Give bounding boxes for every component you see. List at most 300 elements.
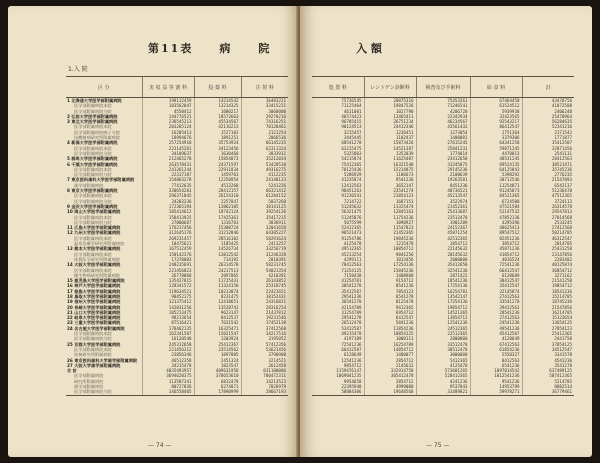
cell-value: 89547512 (470, 230, 522, 235)
cell-value: 31254789 (341, 309, 362, 315)
cell-value: 37854125 (522, 342, 574, 347)
cell-value: 221456823 (142, 268, 194, 273)
cell-value: 1687151 (364, 199, 416, 204)
cell-value: 25841231 (416, 146, 470, 151)
row-label: 23 三重大学医学部附属病院 (67, 320, 121, 326)
cell-value: 12845163 (364, 209, 416, 214)
cell-value: 1000217 (194, 109, 241, 114)
cell-value: 33541278 (470, 299, 522, 304)
cell-value: 43561432 (416, 124, 470, 129)
cell-value: 4112235 (241, 172, 288, 177)
cell-value: 2145632 (364, 363, 416, 368)
cell-value: 8125478 (364, 299, 416, 304)
cell-value: 49541236 (470, 326, 522, 331)
cell-value: 49512365 (341, 246, 362, 252)
cell-value: 53621456 (241, 347, 288, 352)
cell-value: 13862105 (194, 204, 241, 209)
cell-value: 2776235 (522, 172, 574, 177)
row-label: 医学部附属病院本院 (74, 251, 112, 257)
cell-value: 9541236 (470, 379, 522, 384)
cell-value: 32041658 (241, 225, 288, 230)
row-label: 17 徳島大学医学部附属病院 (67, 288, 121, 294)
cell-value: 23412658 (416, 156, 470, 161)
cell-value: 69524135 (470, 162, 522, 167)
cell-value: 18742124 (194, 209, 241, 214)
cell-value: 61854236 (470, 347, 522, 352)
cell-value: 87516421 (142, 320, 194, 325)
cell-value: 35753924 (194, 140, 241, 145)
cell-value: 2451324 (194, 358, 241, 363)
cell-value: 25431258 (522, 246, 574, 251)
cell-value: 17890999 (194, 389, 241, 395)
cell-value: 98452175 (142, 294, 194, 299)
row-label: 3 東北大学医学部附属病院 (67, 119, 118, 125)
cell-value: 17254136 (416, 299, 470, 304)
cell-value: 5841236 (364, 320, 416, 325)
cell-value: 248235691 (142, 262, 194, 267)
cell-value: 21547893 (522, 177, 574, 182)
cell-value: 5325803 (343, 150, 362, 156)
cell-value: 573681265 (416, 368, 470, 373)
cell-value: 46574423 (341, 113, 362, 119)
open-book (8, 6, 592, 457)
cell-value: 33256719 (241, 246, 288, 251)
cell-value: 75412365 (341, 161, 362, 167)
cell-value: 14214542 (194, 98, 241, 104)
row-label: 結核研究所附属病院 (74, 352, 112, 358)
cell-value: 2121254 (241, 130, 288, 135)
cell-value: 119634521 (142, 289, 194, 294)
cell-value: 16254789 (364, 342, 416, 347)
cell-value: 9541236 (364, 177, 416, 182)
cell-value: 121375412 (142, 299, 194, 304)
cell-value: 5412365 (416, 358, 470, 363)
cell-value: 13854712 (416, 315, 470, 320)
cell-value: 34215478 (142, 363, 194, 368)
cell-value: 16325471 (194, 326, 241, 331)
cell-value: 221456312 (142, 347, 194, 352)
cell-value: 26143852 (241, 278, 288, 283)
row-label: 研究所附属病院 (74, 378, 104, 384)
cell-value: 1897805 (194, 352, 241, 357)
row-label: 温泉治療学研究所附属病院 (74, 241, 125, 247)
cell-value: 18572663 (194, 114, 241, 119)
cell-value: 2010391 (241, 257, 288, 262)
cell-value: 4210391 (241, 273, 288, 278)
cell-value: 3833911 (241, 151, 288, 156)
left-table-body (66, 98, 288, 396)
cell-value: 64125843 (470, 167, 522, 172)
cell-value: 4541236 (522, 358, 574, 363)
cell-value: 71125464 (341, 103, 362, 109)
row-label: 20 長崎大学医学部附属病院 (67, 304, 121, 310)
column-header: レントゲン診断料 (364, 77, 416, 98)
cell-value: 11254871 (470, 183, 522, 188)
cell-value: 3724113 (522, 199, 574, 204)
cell-value: 21854123 (364, 193, 416, 198)
cell-value: 38521471 (522, 162, 574, 167)
cell-value: 67464450 (470, 98, 522, 104)
cell-value: 17452138 (241, 320, 288, 325)
cell-value: 13214325 (194, 103, 241, 108)
cell-value: 1106673 (364, 172, 416, 177)
cell-value: 26512478 (341, 320, 362, 326)
row-label: 合 計 (67, 368, 77, 374)
row-label: 医学部附属病院分院 (74, 150, 112, 156)
cell-value: 1771877 (522, 135, 574, 140)
row-label: 医学部附属病院本院 (74, 235, 112, 241)
cell-value: 45213254 (341, 251, 362, 257)
cell-value: 13542147 (416, 294, 470, 299)
left-page (8, 6, 298, 457)
cell-value: 3068000 (241, 109, 288, 114)
cell-value: 32423565 (470, 114, 522, 119)
cell-value: 23541274 (364, 188, 416, 193)
cell-value: 2014785 (522, 241, 574, 246)
cell-value: 142831256 (142, 305, 194, 310)
cell-value: 66412547 (470, 268, 522, 273)
cell-value: 2171542 (522, 130, 574, 135)
row-label: 医学部附属病院分院 (74, 198, 112, 204)
cell-value: 128341572 (142, 283, 194, 288)
cell-value: 35212034 (241, 156, 288, 161)
cell-value: 11325474 (364, 204, 416, 209)
cell-value: 35412587 (341, 288, 362, 294)
cell-value: 4206720 (416, 109, 470, 114)
cell-value: 24148123 (241, 177, 288, 182)
cell-value: 54021354 (241, 268, 288, 273)
cell-value: 238545213 (142, 119, 194, 124)
cell-value: 56321475 (341, 209, 362, 215)
cell-value: 26154310 (194, 193, 241, 198)
cell-value: 14526734 (194, 246, 241, 251)
cell-value: 25412365 (522, 331, 574, 336)
row-label: 6 千葉大学医学部附属病院 (67, 161, 118, 167)
cell-value: 8231475 (194, 294, 241, 299)
cell-value: 3694620375 (142, 373, 194, 378)
cell-value: 56284635 (522, 119, 574, 124)
cell-value: 1459763 (194, 172, 241, 177)
column-header: 区 分 (66, 77, 142, 98)
cell-value: 3271162 (522, 273, 574, 278)
row-label: 11 広島大学医学部附属病院 (67, 225, 121, 231)
cell-value: 1097014542 (470, 368, 522, 373)
cell-value: 4016524 (470, 257, 522, 262)
cell-value: 51245632 (341, 203, 362, 209)
cell-value: 42116213 (194, 124, 241, 129)
cell-value: 8412537 (194, 315, 241, 320)
cell-value: 2406248 (522, 109, 574, 114)
cell-value: 203265124 (142, 124, 194, 129)
cell-value: 22911834 (194, 167, 241, 172)
cell-value: 9623147 (194, 310, 241, 315)
cell-value: 1400077 (364, 352, 416, 357)
cell-value: 9841256 (364, 252, 416, 257)
cell-value: 4299111 (343, 256, 362, 262)
row-label: 21 山口大学医学部附属病院 (67, 309, 121, 315)
cell-value: 1630468 (194, 151, 241, 156)
row-label: 14 大阪大学医学部附属病院 (67, 262, 121, 268)
cell-value: 4611081 (343, 108, 362, 114)
row-label: 12 九州大学医学部附属病院 (67, 230, 121, 236)
cell-value: 34217516 (241, 331, 288, 336)
cell-value: 90124513 (341, 124, 362, 130)
cell-value: 15845236 (364, 268, 416, 273)
cell-value: 36854712 (522, 268, 574, 273)
cell-value: 45412587 (470, 331, 522, 336)
cell-value: 7214722 (343, 198, 362, 204)
cell-value: 15123654 (522, 315, 574, 320)
cell-value: 34512547 (522, 347, 574, 352)
cell-value: 1408900 (364, 273, 416, 278)
cell-value: 241261244 (142, 167, 194, 172)
cell-value: 312645176 (142, 230, 194, 235)
cell-value: 27014568 (522, 215, 574, 220)
cell-value: 5241226 (241, 183, 288, 188)
cell-value: 23512478 (416, 215, 470, 220)
cell-value: 1236451 (364, 130, 416, 135)
cell-value: 42154789 (341, 304, 362, 310)
row-label: 医学部附属病院 (74, 373, 104, 379)
row-label: 7 東京医科歯科大学医学部附属病院 (67, 177, 135, 183)
cell-value: 6542137 (522, 183, 574, 188)
row-label: 22 岐阜大学医学部附属病院 (67, 315, 121, 321)
cell-value: 26778868 (142, 273, 194, 278)
row-label: 19 信州大学医学部附属病院 (67, 299, 121, 305)
cell-value: 39254126 (241, 209, 288, 214)
row-label: 医学部附属病院本院 (74, 267, 112, 273)
cell-value: 178462135 (142, 326, 194, 331)
cell-value: 16120548 (142, 336, 194, 341)
cell-value: 1273054 (416, 130, 470, 135)
cell-value: 1185425 (194, 241, 241, 246)
cell-value: 6812478 (194, 379, 241, 384)
cell-value: 47512365 (522, 193, 574, 198)
row-label: 医学部附属病院分院 (74, 172, 112, 178)
cell-value: 20875316 (364, 98, 416, 104)
cell-value: 2283402 (522, 257, 574, 262)
cell-value: 6412547 (364, 315, 416, 320)
cell-value: 1013456 (364, 257, 416, 262)
cell-value: 17425361 (194, 215, 241, 220)
cell-value: 7854123 (364, 289, 416, 294)
cell-value: 15873426 (364, 140, 416, 145)
table-row (312, 389, 574, 395)
cell-value: 64341258 (470, 140, 522, 145)
cell-value: 2066536 (241, 135, 288, 140)
row-label: 歯学部附属病院 (74, 182, 104, 188)
cell-value: 48736521 (416, 188, 470, 193)
row-label: 16 神戸大学医学部附属病院 (67, 283, 121, 289)
cell-value: 11547823 (364, 225, 416, 230)
cell-value: 21452361 (416, 204, 470, 209)
row-label: 18 鳥取大学医学部附属病院 (67, 293, 121, 299)
cell-value: 46234567 (416, 119, 470, 124)
cell-value: 29547813 (522, 209, 574, 214)
cell-value: 47521584 (470, 204, 522, 209)
cell-value: 16285413 (142, 130, 194, 135)
cell-value: 48625413 (470, 225, 522, 230)
cell-value: 78412563 (341, 262, 362, 268)
cell-value: 528412365 (416, 373, 470, 378)
cell-value: 27412563 (470, 315, 522, 320)
cell-value: 25412367 (194, 342, 241, 347)
cell-value: 2000000 (416, 336, 470, 341)
cell-value: 10854712 (364, 246, 416, 251)
cell-value: 1891251 (194, 135, 241, 140)
cell-value: 36483221 (241, 98, 288, 104)
cell-value: 25470964 (522, 114, 574, 119)
cell-value: 40125874 (522, 262, 574, 267)
cell-value: 71254125 (341, 267, 362, 273)
cell-value: 305412478 (364, 373, 416, 378)
cell-value: 35412587 (522, 140, 574, 145)
cell-value: 68541278 (341, 140, 362, 146)
cell-value: 2871422 (416, 273, 470, 278)
right-table-body (312, 98, 574, 396)
cell-value: 53428510 (241, 162, 288, 167)
cell-value: 70128461 (241, 124, 288, 129)
cell-value: 58231745 (241, 262, 288, 267)
cell-value: 3214521 (241, 358, 288, 363)
cell-value: 19263581 (416, 177, 470, 182)
cell-value: 14521387 (364, 146, 416, 151)
row-label: 医学部附属病院本院 (74, 331, 112, 337)
cell-value: 27854123 (522, 326, 574, 331)
row-label: 9 金沢大学医学部附属病院 (67, 203, 118, 209)
cell-value: 45534567 (194, 119, 241, 124)
title-word-2: 院 (258, 42, 272, 55)
cell-value: 198112459 (142, 98, 194, 104)
cell-value: 332914758 (364, 368, 416, 373)
cell-value: 1159476147 (336, 368, 362, 374)
cell-value: 105213475 (142, 310, 194, 315)
row-label: 25 京都大学医学部附属病院 (67, 341, 121, 347)
cell-value: 57412356 (241, 342, 288, 347)
cell-value: 25413687 (416, 209, 470, 214)
cell-value: 41235874 (341, 177, 362, 183)
cell-value: 14213523 (241, 379, 288, 384)
cell-value: 176217456 (142, 225, 194, 230)
cell-value: 15214875 (364, 167, 416, 172)
cell-value: 12412563 (341, 182, 362, 188)
cell-value: 21541258 (522, 278, 574, 283)
cell-value: 330654281 (142, 188, 194, 193)
cell-value: 23856346 (142, 352, 194, 357)
cell-value: 1000111 (364, 336, 416, 341)
cell-value: 96785415 (341, 119, 362, 125)
cell-value: 1316763 (194, 220, 241, 225)
cell-value: 28412157 (194, 188, 241, 193)
title-word-1: 病 (219, 42, 233, 55)
cell-value: 39412563 (470, 305, 522, 310)
cell-value: 4550412 (142, 109, 194, 114)
cell-value: 263578431 (142, 162, 194, 167)
cell-value: 15214785 (522, 294, 574, 299)
cell-value: 2541131 (522, 151, 574, 156)
cell-value: 4035493957 (142, 368, 194, 373)
cell-value: 4125478 (343, 241, 362, 247)
cell-value: 18152431 (241, 294, 288, 299)
row-label: 8 東京大学医学部附属病院 (67, 188, 118, 194)
cell-value: 61524512 (470, 103, 522, 108)
cell-value: 185414612 (142, 209, 194, 214)
cell-value: 31246328 (241, 252, 288, 257)
cell-value: 45213547 (416, 193, 470, 198)
cell-value: 35412658 (416, 262, 470, 267)
right-page (300, 6, 592, 457)
cell-value: 84521365 (470, 193, 522, 198)
cell-value: 22395948 (341, 384, 362, 390)
cell-value: 61284152 (241, 193, 288, 198)
cell-value: 135427815 (142, 278, 194, 283)
cell-value: 63215475 (341, 145, 362, 151)
column-header: 計 (522, 77, 574, 98)
cell-value: 1303924 (194, 336, 241, 341)
cell-value: 38541278 (341, 283, 362, 289)
cell-value: 24152367 (416, 225, 470, 230)
row-label: 医学部附属病院本院 (74, 346, 112, 352)
cell-value: 91254786 (341, 235, 362, 241)
row-label: 医学部附属病院本院 (74, 124, 112, 130)
cell-value: 162341587 (142, 331, 194, 336)
cell-value: 66321412 (241, 188, 288, 193)
cell-value: 52341216 (522, 124, 574, 129)
cell-value: 29270216 (241, 114, 288, 119)
cell-value: 43478756 (522, 98, 574, 104)
cell-value: 75453261 (416, 98, 470, 104)
cell-value: 146558405 (142, 389, 194, 395)
cell-value: 51236478 (522, 188, 574, 193)
cell-value: 7631542 (194, 320, 241, 325)
cell-value: 11324158 (194, 283, 241, 288)
cell-value: 1069041235 (336, 373, 362, 379)
cell-value: 409631958 (194, 368, 241, 373)
row-label: 1 北海道大学医学部附属病院 (67, 98, 122, 103)
cell-value: 58084306 (312, 389, 364, 395)
cell-value: 2751364 (470, 130, 522, 135)
cell-value: 212465278 (142, 156, 194, 161)
cell-value: 34283236 (142, 199, 194, 204)
cell-value: 19854712 (416, 305, 470, 310)
table-title-continued: 入 額 (356, 42, 382, 55)
cell-value: 3836911 (241, 220, 288, 225)
cell-value: 1400081 (416, 135, 470, 140)
cell-value: 36541278 (341, 299, 362, 305)
cell-value: 19648568 (364, 389, 416, 395)
cell-value: 8412563 (470, 358, 522, 363)
cell-value: 28516102 (194, 236, 241, 241)
cell-value: 18541236 (416, 278, 470, 283)
cell-value: 9537843 (416, 384, 470, 389)
cell-value: 20145632 (416, 252, 470, 257)
cell-value: 257254918 (142, 140, 194, 145)
cell-value: 91245873 (470, 188, 522, 193)
cell-value: 72541236 (341, 341, 362, 347)
column-header: 処 置 料 (312, 77, 364, 98)
cell-value: 23147856 (522, 252, 574, 257)
row-label: 5 群馬大学医学部附属病院 (67, 156, 118, 162)
row-label: 体質医学研究所附属病院 (74, 256, 121, 262)
cell-value: 6128649 (343, 352, 362, 358)
cell-value: 2097065 (194, 273, 241, 278)
cell-value: 26314578 (194, 262, 241, 267)
row-label: 医学部附属病院本院 (74, 145, 112, 151)
cell-value: 98213654 (142, 315, 194, 320)
cell-value: 27615245 (416, 140, 470, 145)
cell-value: 3522974 (416, 199, 470, 204)
cell-value: 150142376 (142, 252, 194, 257)
